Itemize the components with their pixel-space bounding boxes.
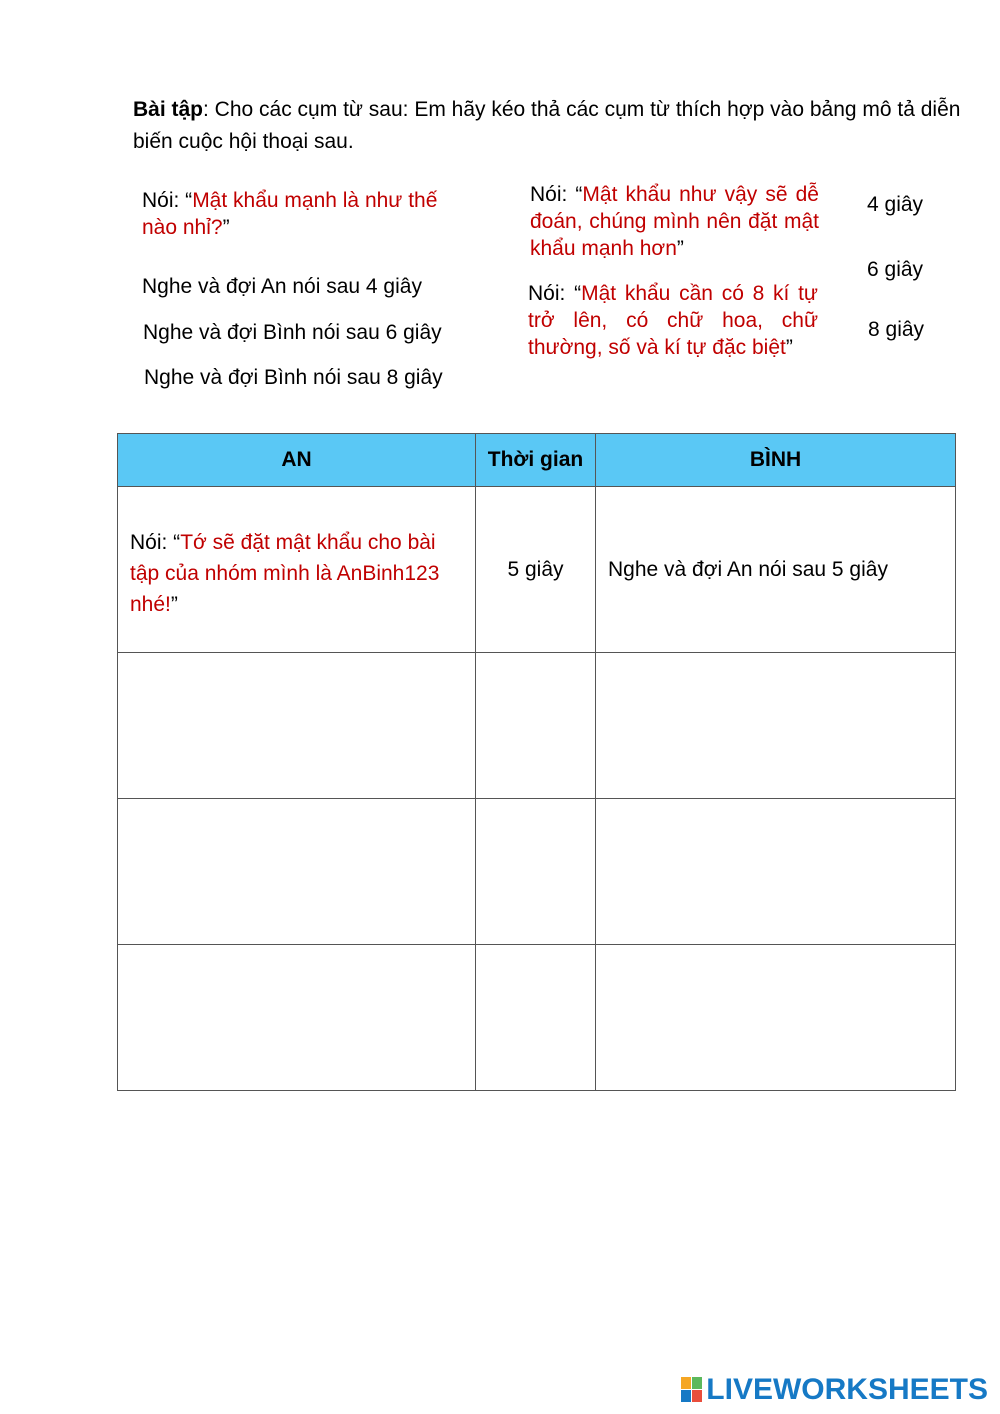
chip-say-quote: Mật khẩu mạnh là như thế nào nhỉ? (142, 189, 438, 239)
dialogue-table (117, 433, 956, 1091)
chip-listen-binh-8[interactable] (144, 364, 443, 391)
cell-binh (596, 487, 956, 653)
an-say-quote: Tớ sẽ đặt mật khẩu cho bài tập của nhóm mình là AnBinh123 nhé! (130, 531, 440, 616)
chip-say-strong-password[interactable] (142, 187, 442, 241)
drop-zone-an-4[interactable] (118, 945, 476, 1091)
chip-time-6[interactable] (867, 256, 923, 283)
chip-label: 6 giây (867, 258, 924, 281)
chip-listen-binh-6[interactable] (143, 319, 442, 346)
table-row (118, 487, 956, 653)
drop-zone-binh-3[interactable] (596, 799, 956, 945)
chip-label: Nghe và đợi An nói sau 4 giây (142, 275, 422, 298)
chip-say-prefix: Nói: “ (142, 189, 193, 212)
header-an: AN (118, 434, 476, 487)
drop-zone-time-2[interactable] (476, 653, 596, 799)
instruction-text: : Cho các cụm từ sau: Em hãy kéo thả các cụm từ thích hợp vào bảng mô tả diễn biến cuộc hội thoại sau. (133, 98, 961, 153)
an-say-prefix: Nói: “ (130, 531, 181, 554)
chip-say-suffix: ” (222, 216, 230, 239)
table-row (118, 799, 956, 945)
table-row (118, 653, 956, 799)
chip-time-4[interactable] (867, 191, 923, 218)
chip-label: 4 giây (867, 193, 924, 216)
table-row (118, 945, 956, 1091)
chip-say-quote: Mật khẩu cần có 8 kí tự trở lên, có chữ hoa, chữ thường, số và kí tự đặc biệt (528, 282, 818, 359)
drop-zone-time-3[interactable] (476, 799, 596, 945)
table-header-row (118, 434, 956, 487)
chip-say-prefix: Nói: “ (530, 183, 583, 206)
drop-zone-time-4[interactable] (476, 945, 596, 1091)
binh-action: Nghe và đợi An nói sau 5 giây (608, 557, 888, 581)
liveworksheets-logo (681, 1373, 988, 1407)
logo-icon (681, 1377, 703, 1403)
an-say-suffix: ” (170, 593, 178, 616)
header-binh: BÌNH (596, 434, 956, 487)
drop-zone-binh-2[interactable] (596, 653, 956, 799)
chip-say-easy-guess[interactable] (530, 181, 819, 262)
chip-listen-an-4[interactable] (142, 273, 422, 300)
chip-say-suffix: ” (676, 237, 684, 260)
chip-time-8[interactable] (868, 316, 924, 343)
chip-label: Nghe và đợi Bình nói sau 8 giây (144, 366, 443, 389)
header-time: Thời gian (476, 434, 596, 487)
cell-time (476, 487, 596, 653)
chip-say-prefix: Nói: “ (528, 282, 582, 305)
cell-an (118, 487, 476, 653)
instruction (133, 94, 963, 158)
chip-say-quote: Mật khẩu như vậy sẽ dễ đoán, chúng mình nên đặt mật khẩu mạnh hơn (530, 183, 819, 260)
chip-label: 8 giây (868, 318, 925, 341)
logo-text: LIVEWORKSHEETS (706, 1373, 988, 1406)
chip-say-requirements[interactable] (528, 280, 818, 361)
drop-zone-an-2[interactable] (118, 653, 476, 799)
chip-say-suffix: ” (785, 336, 793, 359)
drop-zone-binh-4[interactable] (596, 945, 956, 1091)
drop-zone-an-3[interactable] (118, 799, 476, 945)
instruction-label: Bài tập (133, 98, 204, 121)
time-value: 5 giây (507, 557, 564, 581)
chip-label: Nghe và đợi Bình nói sau 6 giây (143, 321, 442, 344)
